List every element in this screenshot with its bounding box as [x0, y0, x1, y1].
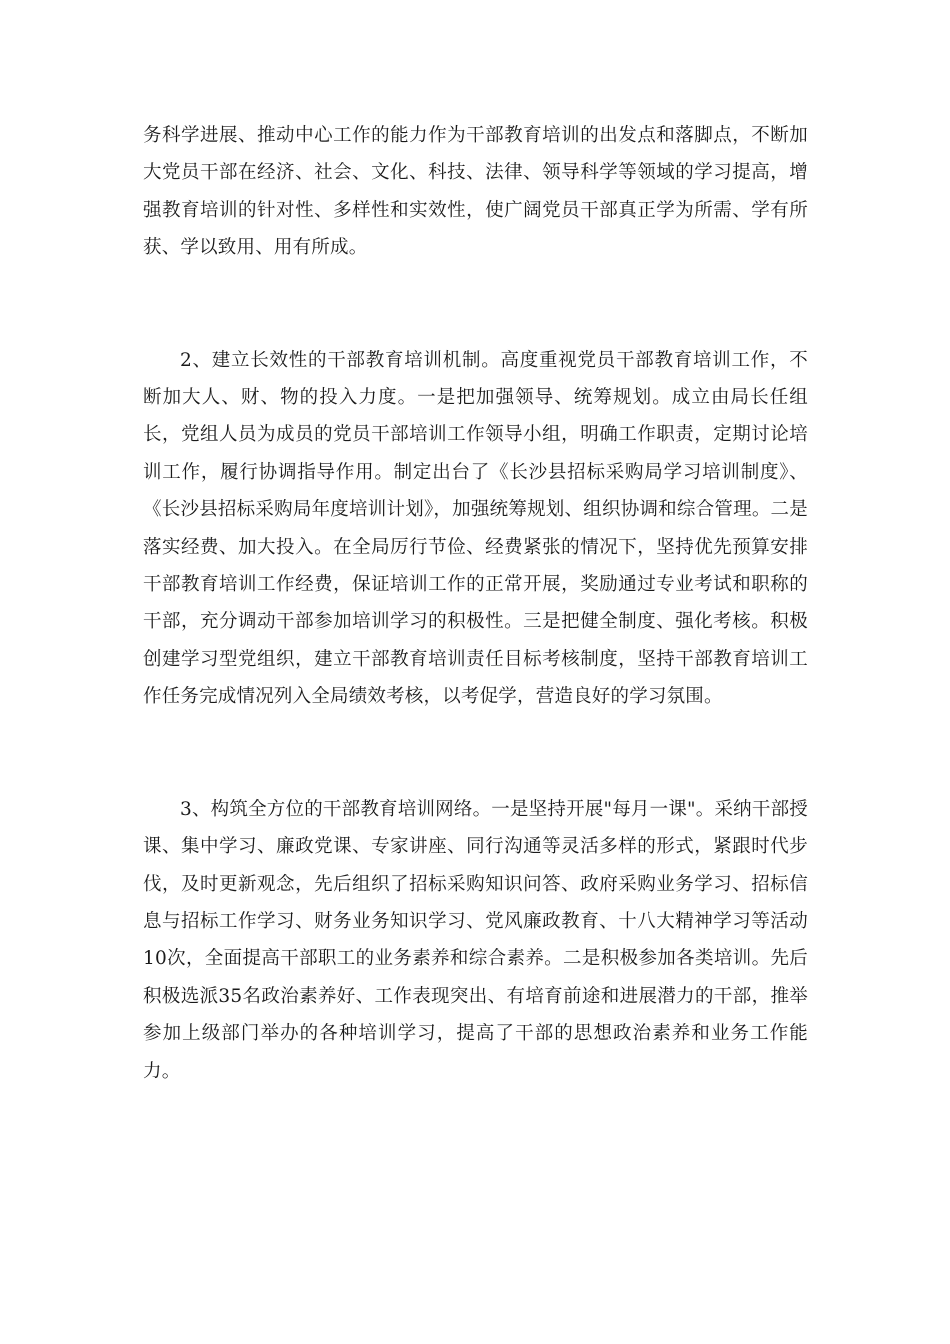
paragraph-gap: [143, 267, 808, 342]
paragraph-item-2: 2、建立长效性的干部教育培训机制。高度重视党员干部教育培训工作，不断加大人、财、物的投入力度。一是把加强领导、统筹规划。成立由局长任组长，党组人员为成员的党员干部培训工作领导小组，明确工作职责，定期讨论培训工作，履行协调指导作用。制定出台了《长沙县招标采购局学习培训制度》、《长沙县招标采购局年度培训计划》，加强统筹规划、组织协调和综合管理。二是落实经费、加大投入。在全局厉行节俭、经费紧张的情况下，坚持优先预算安排干部教育培训工作经费，保证培训工作的正常开展，奖励通过专业考试和职称的干部，充分调动干部参加培训学习的积极性。三是把健全制度、强化考核。积极创建学习型党组织，建立干部教育培训责任目标考核制度，坚持干部教育培训工作任务完成情况列入全局绩效考核，以考促学，营造良好的学习氛围。: [143, 349, 808, 708]
paragraph-continuation: 务科学进展、推动中心工作的能力作为干部教育培训的出发点和落脚点，不断加大党员干部在经济、社会、文化、科技、法律、领导科学等领域的学习提高，增强教育培训的针对性、多样性和实效性，使广阔党员干部真正学为所需、学有所获、学以致用、用有所成。: [143, 125, 808, 259]
paragraph-item-3: 3、构筑全方位的干部教育培训网络。一是坚持开展"每月一课"。采纳干部授课、集中学习、廉政党课、专家讲座、同行沟通等灵活多样的形式，紧跟时代步伐，及时更新观念，先后组织了招标采购知识问答、政府采购业务学习、招标信息与招标工作学习、财务业务知识学习、党风廉政教育、十八大精神学习等活动10次，全面提高干部职工的业务素养和综合素养。二是积极参加各类培训。先后积极选派35名政治素养好、工作表现突出、有培育前途和进展潜力的干部，推举参加上级部门举办的各种培训学习，提高了干部的思想政治素养和业务工作能力。: [143, 798, 808, 1082]
paragraph-gap: [143, 716, 808, 791]
document-body: [143, 117, 808, 1090]
